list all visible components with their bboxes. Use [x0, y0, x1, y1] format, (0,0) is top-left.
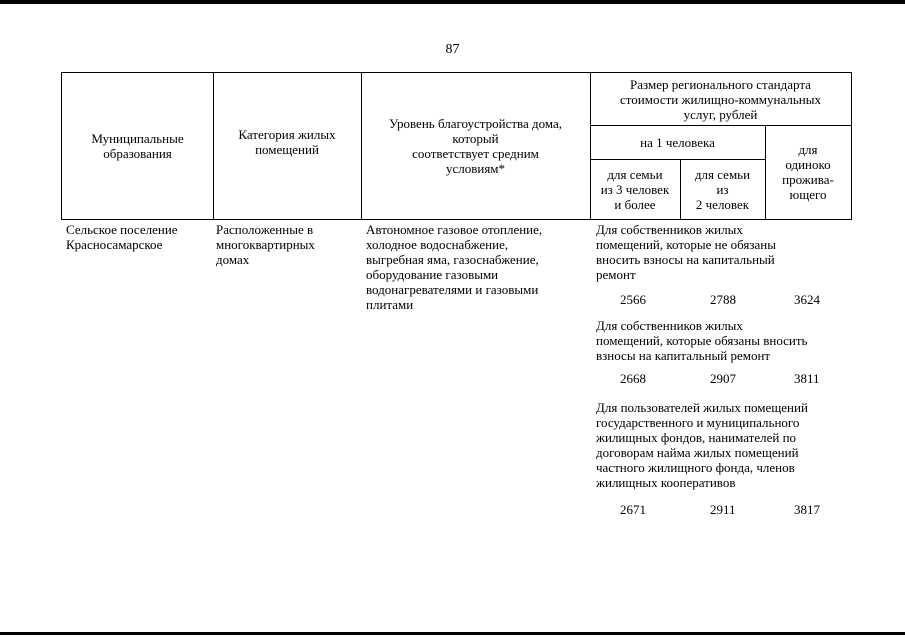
group-1-label: Для собственников жилых помещений, которые не обязаны вносить взносы на капитальный ремонт — [596, 222, 776, 282]
group-3-family3-value: 2671 — [620, 502, 646, 517]
group-2-family2-value: 2907 — [710, 371, 736, 386]
page-number: 87 — [445, 42, 460, 57]
header-level-label: Уровень благоустройства дома, который соответствует средним условиям* — [388, 116, 563, 176]
header-single — [765, 125, 852, 220]
group-1-family3-value: 2566 — [620, 292, 646, 307]
group-3-label: Для пользователей жилых помещений государственного и муниципального жилищных фондов, нанимателей по договорам найма жилых помещений частного жилищного фонда, членов жилищных кооперативов — [596, 400, 808, 490]
header-standard-label: Размер регионального стандарта стоимости жилищно-коммунальных услуг, рублей — [620, 76, 821, 122]
header-municipalities-label: Муниципальные образования — [91, 131, 184, 161]
group-2-family3-value: 2668 — [620, 371, 646, 386]
top-rule — [0, 0, 905, 4]
header-single-label: для одиноко прожива- ющего — [782, 142, 834, 202]
row-municipality: Сельское поселение Красносамарское — [66, 222, 178, 252]
group-2-label: Для собственников жилых помещений, которые обязаны вносить взносы на капитальный ремонт — [596, 318, 808, 363]
header-category-label: Категория жилых помещений — [238, 127, 336, 157]
header-level — [361, 72, 591, 220]
header-per-person — [590, 125, 766, 160]
header-standard — [590, 72, 852, 126]
header-category — [213, 72, 362, 220]
row-category: Расположенные в многоквартирных домах — [216, 222, 315, 267]
header-family3 — [590, 159, 681, 220]
header-family2 — [680, 159, 766, 220]
group-3-single-value: 3817 — [794, 502, 820, 517]
header-family3-label: для семьи из 3 человек и более — [600, 166, 670, 212]
bottom-rule — [0, 632, 905, 635]
header-per-person-label: на 1 человека — [640, 134, 715, 150]
group-3-family2-value: 2911 — [710, 502, 736, 517]
header-municipalities — [61, 72, 214, 220]
group-2-single-value: 3811 — [794, 371, 820, 386]
group-1-family2-value: 2788 — [710, 292, 736, 307]
header-family2-label: для семьи из 2 человек — [694, 166, 751, 212]
row-level: Автономное газовое отопление, холодное водоснабжение, выгребная яма, газоснабжение, оборудование газовыми водонагревателями и газовыми плитами — [366, 222, 543, 312]
group-1-single-value: 3624 — [794, 292, 820, 307]
